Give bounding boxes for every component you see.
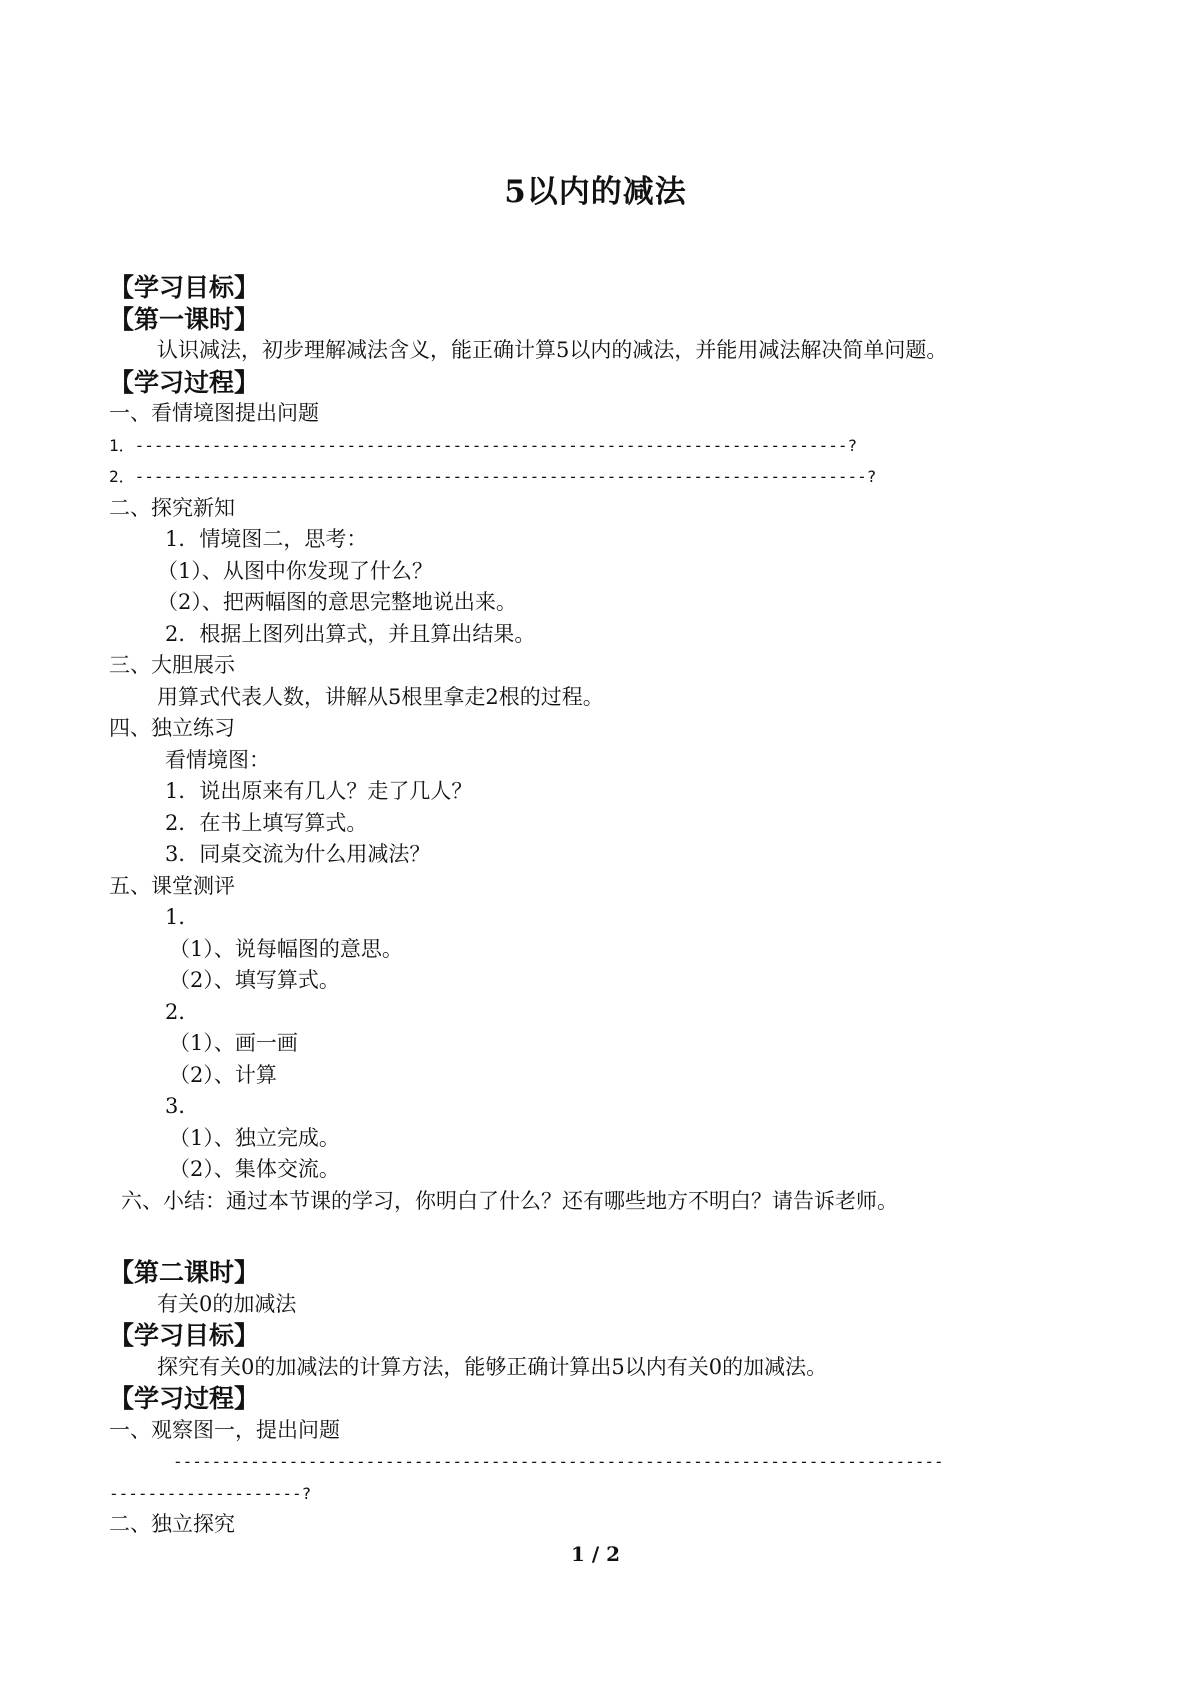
- text-line: 2．: [165, 999, 200, 1024]
- text-line: 有关0的加减法: [157, 1291, 297, 1316]
- document-title: 5以内的减法: [504, 174, 687, 210]
- text-line: （2）、把两幅图的意思完整地说出来。: [157, 590, 517, 614]
- section-heading: 【第二课时】: [109, 1258, 260, 1287]
- text-line: 六、小结：通过本节课的学习，你明白了什么？还有哪些地方不明白？请告诉老师。: [121, 1188, 898, 1213]
- blank-line: [109, 1217, 1089, 1257]
- section-heading: 【第一课时】: [109, 304, 260, 334]
- text-line: 3．: [165, 1094, 200, 1118]
- text-line: 1．--------------------------------------------------------------------------?: [109, 435, 858, 455]
- text-line: （2）、集体交流。: [169, 1157, 340, 1181]
- text-line: 认识减法，初步理解减法含义，能正确计算5以内的减法，并能用减法解决简单问题。: [157, 338, 948, 362]
- text-line: （2）、计算: [169, 1062, 277, 1087]
- text-line: 一、观察图一，提出问题: [109, 1417, 340, 1442]
- text-line: 二、独立探究: [109, 1512, 235, 1536]
- text-line: 一、看情境图提出问题: [109, 401, 319, 425]
- section-heading: 【学习过程】: [109, 367, 260, 397]
- text-line: 三、大胆展示: [109, 653, 235, 677]
- text-line: 五、课堂测评: [109, 873, 235, 898]
- text-line: （1）、画一画: [169, 1031, 298, 1055]
- section-heading: 【学习目标】: [109, 1321, 260, 1350]
- page-number: 1 / 2: [570, 1542, 621, 1566]
- section-heading: 【学习目标】: [109, 273, 260, 302]
- text-line: 3．同桌交流为什么用减法？: [165, 842, 431, 866]
- text-line: 2．----------------------------------------------------------------------------?: [109, 467, 877, 486]
- text-line: 用算式代表人数，讲解从5根里拿走2根的过程。: [157, 684, 604, 709]
- text-line: （1）、说每幅图的意思。: [169, 936, 403, 961]
- text-line: 看情境图：: [165, 747, 270, 772]
- text-line: 1．情境图二，思考：: [165, 527, 368, 551]
- text-line: 探究有关0的加减法的计算方法，能够正确计算出5以内有关0的加减法。: [157, 1354, 828, 1379]
- text-line: （1）、从图中你发现了什么？: [157, 558, 433, 583]
- text-line: 1．: [165, 905, 200, 929]
- text-line: 1．说出原来有几人？走了几人？: [165, 779, 473, 803]
- text-line: 2．根据上图列出算式，并且算出结果。: [165, 621, 536, 646]
- document-body: [109, 272, 1089, 1541]
- section-heading: 【学习过程】: [109, 1384, 260, 1413]
- text-line: --------------------?: [109, 1483, 312, 1503]
- text-line: 二、探究新知: [109, 495, 235, 520]
- text-line: --------------------------------------------------------------------------------: [173, 1452, 944, 1471]
- text-line: （1）、独立完成。: [169, 1125, 340, 1150]
- text-line: （2）、填写算式。: [169, 968, 340, 992]
- text-line: 2．在书上填写算式。: [165, 810, 368, 835]
- text-line: 四、独立练习: [109, 716, 235, 740]
